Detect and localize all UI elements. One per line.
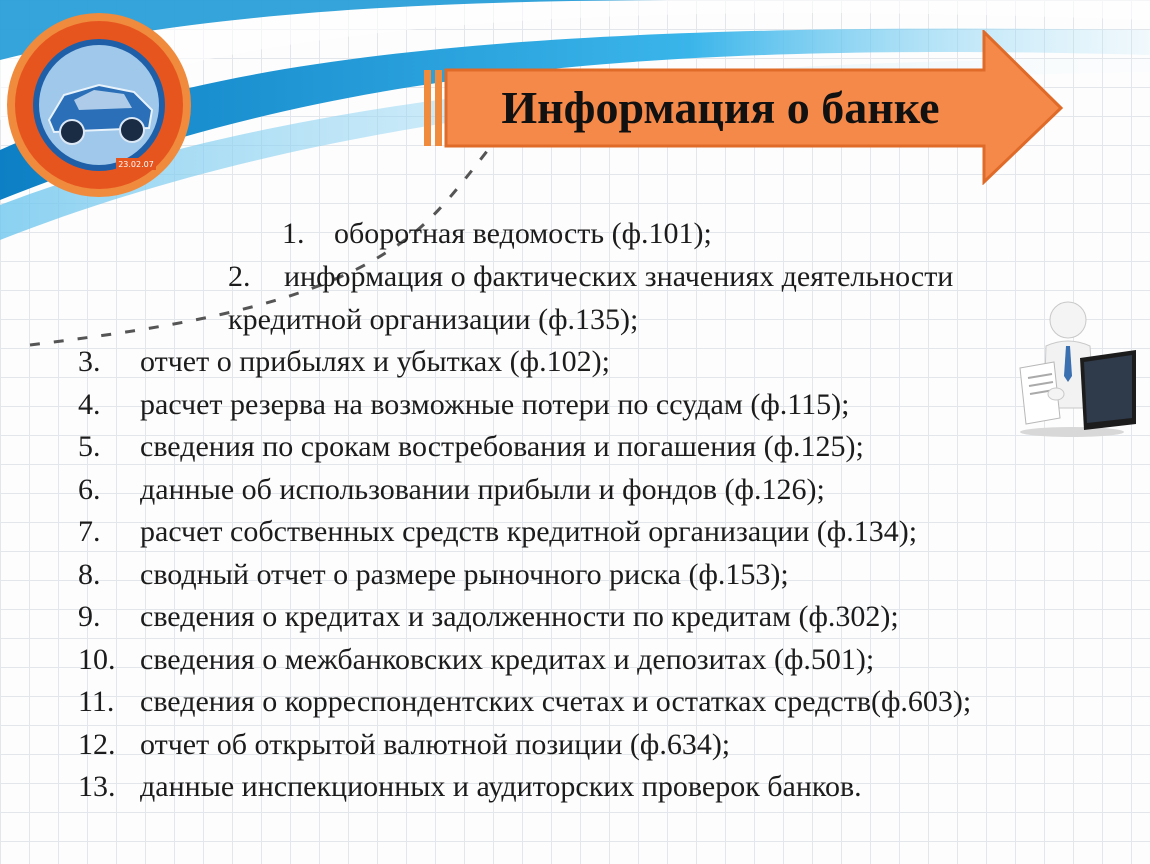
list-item-number: 1. [282,217,305,250]
list-item-text: отчет о прибылях и убытках (ф.102); [140,345,610,378]
list-item-text: кредитной организации (ф.135); [228,303,639,336]
logo-date: 23.02.07 [118,160,154,169]
list-item-text: отчет об открытой валютной позиции (ф.634); [140,728,731,761]
slide-title: Информация о банке [501,81,940,133]
list-item-number: 9. [78,600,101,633]
list-item-number: 13. [78,770,116,803]
list-item-text: информация о фактических значениях деятельности [284,260,954,293]
list-item-number: 4. [78,388,101,421]
list-item-number: 8. [78,558,101,591]
list-item-number: 3. [78,345,101,378]
list-item-text: сведения о кредитах и задолженности по кредитам (ф.302); [140,600,899,633]
list-item-text: оборотная ведомость (ф.101); [334,217,712,250]
list-item-text: сведения о корреспондентских счетах и остатках средств(ф.603); [140,685,972,718]
list-item-number: 6. [78,473,101,506]
list-item-number: 10. [78,643,116,676]
list-item-text: сведения о межбанковских кредитах и депозитах (ф.501); [140,643,875,676]
list-item-number: 7. [78,515,101,548]
list-item-text: сведения по срокам востребования и погашения (ф.125); [140,430,864,463]
list-item-text: данные инспекционных и аудиторских проверок банков. [140,770,862,803]
list-item-number: 5. [78,430,101,463]
list-item-text: данные об использовании прибыли и фондов (ф.126); [140,473,825,506]
list-item-text: расчет резерва на возможные потери по ссудам (ф.115); [140,388,850,421]
list-item-number: 11. [78,685,115,718]
list-item-text: расчет собственных средств кредитной организации (ф.134); [140,515,918,548]
list-item-text: сводный отчет о размере рыночного риска (ф.153); [140,558,789,591]
list-item-number: 12. [78,728,116,761]
list-item-number: 2. [228,260,251,293]
